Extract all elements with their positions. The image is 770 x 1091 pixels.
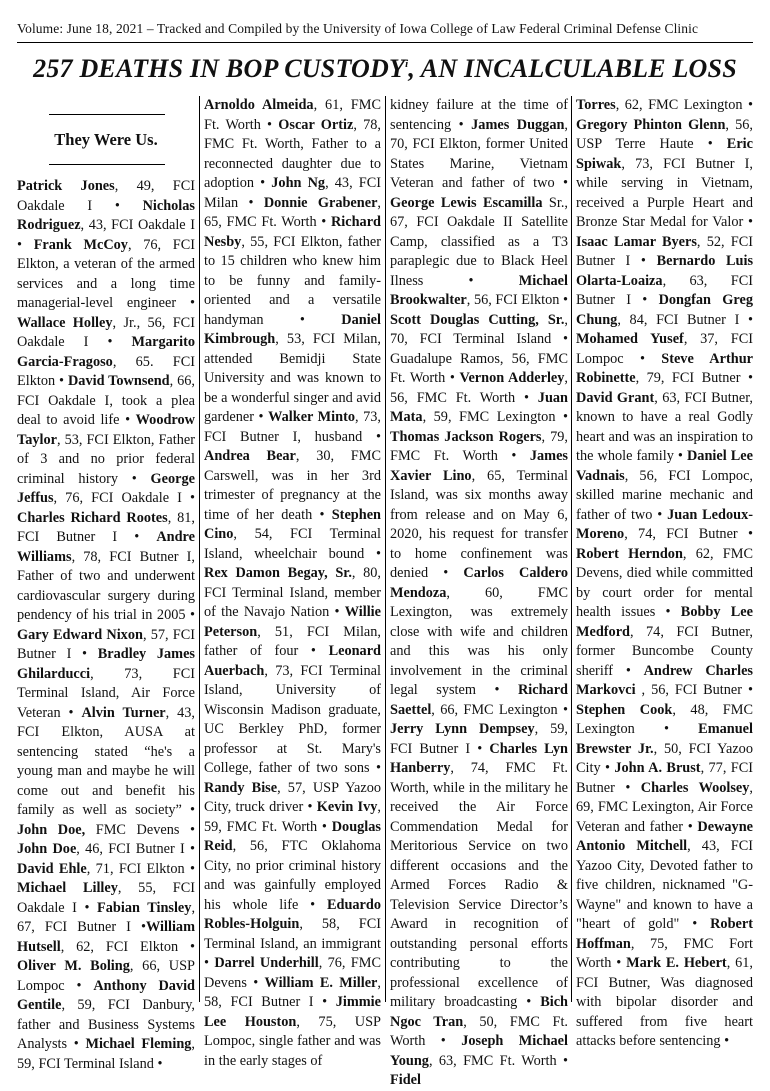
person-name: Charles Richard Rootes bbox=[17, 509, 168, 526]
person-name: David Townsend bbox=[67, 373, 170, 389]
person-details: , 57, FCI Butner I • bbox=[17, 626, 195, 662]
person-details: , 58, FCI Terminal Island, an immigrant • bbox=[204, 916, 381, 971]
person-name: Eric Spiwak bbox=[576, 136, 753, 172]
person-details: , 62, FMC Devens, died while committed by court order for mental health issues • bbox=[576, 545, 754, 620]
person-name: Jerry Lynn Dempsey bbox=[390, 721, 535, 737]
person-name: Richard Saettel bbox=[390, 682, 568, 718]
person-name: Fidel bbox=[390, 1072, 421, 1088]
person-name: Oliver M. Boling bbox=[17, 958, 130, 974]
person-name: Mark E. Hebert bbox=[626, 955, 727, 971]
person-name: Arnoldo Almeida bbox=[204, 97, 314, 113]
person-name: Charles Lyn Hanberry bbox=[390, 740, 568, 776]
person-name: Joseph Michael Young bbox=[390, 1033, 568, 1069]
person-name: Emanuel Brewster Jr. bbox=[576, 721, 753, 757]
person-name: Robert Hoffman bbox=[576, 916, 753, 952]
person-details: , 63, FMC Ft. Worth • bbox=[428, 1052, 568, 1069]
person-details: , 50, FMC Ft. Worth • bbox=[390, 1013, 568, 1049]
person-name: Willie Peterson bbox=[204, 604, 381, 640]
person-name: William E. Miller bbox=[264, 974, 378, 991]
person-details: , 76, FMC Devens • bbox=[204, 955, 381, 991]
person-name: Margarito Garcia-Fragoso bbox=[17, 334, 195, 370]
person-name: John A. Brust bbox=[614, 760, 701, 776]
person-details: FMC Devens • bbox=[85, 821, 195, 838]
subheading: They Were Us. bbox=[54, 130, 158, 149]
person-name: Leonard Auerbach bbox=[204, 643, 381, 679]
person-name: John Doe bbox=[17, 841, 77, 857]
person-name: Stephen Cino bbox=[204, 506, 381, 542]
person-name: Bobby Lee Medford bbox=[576, 604, 753, 640]
person-details: , 58, FCI Butner I • bbox=[204, 974, 381, 1010]
person-name: Kevin Ivy bbox=[316, 799, 378, 815]
person-details: , 75, FMC Fort Worth • bbox=[576, 935, 753, 971]
title-tail: , AN INCALCULABLE LOSS bbox=[408, 54, 737, 83]
person-name: Michael Brookwalter bbox=[390, 272, 568, 308]
person-details: , 74, FCI Butner • bbox=[624, 526, 753, 542]
person-details: Sr., 67, FCI Oakdale II Satellite Camp, classified as a T3 paraplegic due to Black Heel Ilness • bbox=[390, 194, 568, 289]
person-details: , 73, FCI Terminal Island, University of Wisconsin Madison graduate, UC Berkley PhD, former professor at St. Mary's College, father of two sons • bbox=[204, 662, 381, 776]
person-details: , 48, FMC Lexington • bbox=[576, 701, 754, 737]
person-details: , 43, FCI Elkton, AUSA at sentencing stated “he's a young man and maybe he will come out and benefit his family as well as society” • bbox=[17, 704, 195, 818]
person-details: , 56, USP Terre Haute • bbox=[576, 116, 753, 152]
person-name: Juan Ledoux-Moreno bbox=[576, 506, 753, 542]
memorial-column-3 bbox=[390, 96, 569, 1088]
person-details: , 65, FMC Ft. Worth • bbox=[204, 194, 381, 230]
person-name: Andrew Charles Markovci bbox=[576, 662, 753, 698]
person-details: , 75, USP Lompoc, single father and was in the early stages of bbox=[204, 1013, 381, 1069]
person-details: , Jr., 56, FCI Oakdale I • bbox=[17, 314, 195, 350]
person-details: , 56, FCI Elkton • bbox=[466, 292, 568, 308]
person-details: , 59, FCI Terminal Island • bbox=[17, 1036, 195, 1072]
volume-header: Volume: June 18, 2021 – Tracked and Compiled by the University of Iowa College of Law Federal Criminal Defense Clinic bbox=[17, 21, 699, 36]
person-name: Darrel Underhill bbox=[214, 955, 319, 971]
person-name: Stephen Cook bbox=[576, 701, 673, 718]
person-name: Thomas Jackson Rogers bbox=[390, 428, 542, 445]
header-rule bbox=[17, 42, 753, 43]
person-name: Douglas Reid bbox=[204, 818, 381, 854]
person-name: Bich Ngoc Tran bbox=[390, 994, 568, 1030]
person-name: John Ng bbox=[271, 175, 326, 191]
person-name: Bradley James Ghilarducci bbox=[17, 646, 196, 682]
person-name: Dewayne Antonio Mitchell bbox=[576, 818, 753, 854]
person-details: , 43, FCI Yazoo City, Devoted father to five children, nicknamed "G-Wayne" and known to have a "heart of gold" • bbox=[576, 838, 753, 932]
person-details: , 80, FCI Terminal Island, member of the Navajo Nation • bbox=[204, 565, 381, 620]
person-details: , 55, FCI Elkton, father to 15 children who knew him to be funny and family-oriented and a versatile handyman • bbox=[204, 233, 381, 328]
person-name: Patrick Jones bbox=[17, 178, 115, 194]
person-details: , 59, FMC Ft. Worth • bbox=[204, 799, 381, 835]
person-name: Vernon Adderley bbox=[459, 370, 565, 386]
person-details: , 56, FCI Lompoc, skilled marine mechanic and father of two • bbox=[576, 467, 753, 523]
person-name: Gary Edward Nixon bbox=[17, 626, 143, 643]
person-name: James Xavier Lino bbox=[390, 448, 568, 484]
person-name: Robert Herndon bbox=[576, 545, 683, 562]
person-name: Rex Damon Begay, Sr. bbox=[204, 565, 352, 581]
person-details: , 59, FCI Butner I • bbox=[390, 721, 568, 757]
person-name: Anthony David Gentile bbox=[17, 977, 195, 1013]
person-details: , 63, FCI Butner, known to have a real Godly heart and was an inspiration to the whole family • bbox=[576, 389, 753, 464]
title-main: 257 DEATHS IN BOP CUSTODY bbox=[33, 54, 406, 83]
person-details: , 56, FTC Oklahoma City, no prior criminal history and was gainfully employed his whole life • bbox=[204, 838, 381, 913]
person-details: , 66, FMC Lexington • bbox=[431, 701, 568, 718]
person-details: , 30, FMC Carswell, was in her 3rd trimester of pregnancy at the time of her death • bbox=[204, 448, 381, 523]
subheading-top-rule bbox=[49, 114, 165, 115]
person-details: , 84, FCI Butner I • bbox=[617, 311, 753, 328]
person-name: Alvin Turner bbox=[81, 704, 166, 721]
person-details: , 61, FMC Ft. Worth • bbox=[204, 97, 381, 133]
person-name: Charles Woolsey bbox=[640, 779, 750, 796]
person-details: , 66, USP Lompoc • bbox=[17, 958, 196, 994]
person-details: , 69, FMC Lexington, Air Force Veteran and father • bbox=[576, 779, 753, 835]
person-details: , 77, FCI Butner • bbox=[576, 760, 753, 796]
person-details: , 56, FMC Ft. Worth • bbox=[390, 370, 568, 406]
memorial-column-4 bbox=[576, 96, 754, 1049]
person-details: , 63, FCI Butner I • bbox=[576, 272, 753, 308]
subheading-bottom-rule bbox=[49, 164, 165, 165]
person-name: Isaac Lamar Byers bbox=[576, 233, 697, 250]
person-details: , 78, FMC Ft. Worth, Father to a reconnected daughter due to adoption • bbox=[204, 116, 381, 191]
person-name: Michael Lilley bbox=[17, 880, 118, 896]
person-details: , 59, FMC Lexington • bbox=[422, 409, 568, 425]
person-details: kidney failure at the time of sentencing • bbox=[390, 97, 568, 133]
person-details: , 70, FCI Terminal Island • Guadalupe Ramos, 56, FMC Ft. Worth • bbox=[390, 311, 568, 386]
person-details: , 60, FMC Lexington, was extremely close with wife and children and this was his only involvement in the criminal legal system • bbox=[390, 584, 568, 698]
person-name: Dongfan Greg Chung bbox=[576, 292, 753, 328]
person-details: , 53, FCI Milan, attended Bemidji State University and was known to be a wonderful singer and avid gardener • bbox=[204, 331, 381, 425]
person-details: , 65, Terminal Island, was six months away from release and on May 6, 2020, his request for transfer to home confinement was denied • bbox=[390, 467, 568, 581]
person-name: George Lewis Escamilla bbox=[390, 194, 543, 211]
person-name: Wallace Holley bbox=[17, 314, 113, 331]
person-details: , 78, FCI Butner I, Father of two and underwent cardiovascular surgery during pendency of his trial in 2005 • bbox=[17, 548, 195, 623]
person-details: , 55, FCI Oakdale I • bbox=[17, 880, 196, 916]
column-text bbox=[17, 177, 195, 1074]
person-details: , 62, FMC Lexington • bbox=[615, 97, 753, 113]
person-details: , 73, FCI Terminal Island, Air Force Veteran • bbox=[17, 665, 195, 721]
memorial-column-1 bbox=[17, 96, 196, 1072]
column-divider bbox=[571, 96, 572, 1002]
person-name: Michael Fleming bbox=[85, 1036, 192, 1052]
person-name: Andrea Bear bbox=[204, 448, 296, 464]
person-details: , 59, FCI Danbury, father and Business Systems Analysts • bbox=[17, 997, 195, 1052]
column-text bbox=[576, 96, 753, 1052]
person-details: , 53, FCI Elkton, Father of 3 and no prior federal criminal history • bbox=[17, 431, 195, 487]
person-details: , 54, FCI Terminal Island, wheelchair bound • bbox=[204, 526, 381, 562]
title-footnote-mark: i bbox=[405, 58, 409, 70]
memorial-column-2 bbox=[204, 96, 382, 1069]
column-text bbox=[204, 96, 381, 1071]
person-name: Mohamed Yusef bbox=[576, 331, 684, 347]
person-name: Woodrow Taylor bbox=[17, 412, 195, 448]
person-details: , 43, FCI Milan • bbox=[204, 175, 382, 211]
person-name: Bernardo Luis Olarta-Loaiza bbox=[576, 253, 754, 289]
person-details: , 43, FCI Oakdale I • bbox=[17, 217, 195, 253]
page-title bbox=[0, 54, 770, 84]
person-details: , 37, FCI Lompoc • bbox=[576, 331, 753, 367]
person-name: Donnie Grabener bbox=[263, 194, 378, 211]
person-details: , 67, FCI Butner I • bbox=[17, 899, 196, 935]
column-text bbox=[390, 96, 568, 1091]
person-details: , 71, FCI Elkton • bbox=[86, 860, 195, 877]
person-name: Eduardo Robles-Holguin bbox=[204, 896, 381, 932]
person-name: Scott Douglas Cutting, Sr. bbox=[390, 311, 565, 328]
person-name: Daniel Lee Vadnais bbox=[576, 448, 753, 484]
person-name: Richard Nesby bbox=[204, 214, 381, 250]
person-details: , 74, FCI Butner, former Buncombe County sheriff • bbox=[576, 623, 753, 679]
column-divider bbox=[385, 96, 386, 1002]
person-name: Walker Minto bbox=[268, 409, 355, 425]
person-name: Randy Bise bbox=[204, 779, 278, 796]
person-name: Carlos Caldero Mendoza bbox=[390, 565, 569, 601]
person-details: , 57, USP Yazoo City, truck driver • bbox=[204, 779, 381, 815]
person-details: , 51, FCI Milan, father of four • bbox=[204, 623, 381, 659]
person-name: Frank McCoy bbox=[33, 236, 128, 253]
person-name: Daniel Kimbrough bbox=[204, 311, 381, 347]
person-details: , 65. FCI Elkton • bbox=[17, 353, 195, 389]
person-name: John Doe, bbox=[17, 821, 86, 838]
person-name: Fabian Tinsley bbox=[97, 899, 192, 916]
person-details: , 46, FCI Butner I • bbox=[76, 841, 196, 857]
person-name: James Duggan bbox=[471, 116, 565, 133]
person-details: , 61, FCI Butner, Was diagnosed with bipolar disorder and suffered from five heart attacks before sentencing • bbox=[576, 955, 753, 1049]
person-name: Oscar Ortiz bbox=[278, 116, 354, 133]
person-details: , 62, FCI Elkton • bbox=[60, 938, 195, 955]
person-details: , 56, FCI Butner • bbox=[635, 682, 753, 698]
person-name: Nicholas Rodriguez bbox=[17, 197, 195, 233]
person-details: , 49, FCI Oakdale I • bbox=[17, 178, 195, 214]
person-details: , 76, FCI Oakdale I • bbox=[53, 490, 195, 506]
person-details: , 81, FCI Butner I • bbox=[17, 509, 195, 545]
column-divider bbox=[199, 96, 200, 1002]
person-details: , 73, FCI Butner I, husband • bbox=[204, 409, 381, 445]
person-details: , 73, FCI Butner I, while serving in Vietnam, received a Purple Heart and Bronze Star Medal for Valor • bbox=[576, 155, 753, 230]
person-name: Juan Mata bbox=[390, 389, 568, 425]
person-details: , 79, FCI Butner • bbox=[635, 370, 753, 386]
person-details: , 70, FCI Elkton, former United States Marine, Vietnam Veteran and father of two • bbox=[390, 116, 568, 191]
person-details: , 74, FMC Ft. Worth, while in the military he received the Air Force Commendation Medal for Meritorious Service on two different occasions and the Armed Forces Radio & Television Service Director’s Award in recognition of outstanding personal efforts contributing to the professional excellence of military broadcasting • bbox=[390, 760, 568, 1010]
person-name: Gregory Phinton Glenn bbox=[576, 116, 726, 133]
person-name: Torres bbox=[576, 97, 616, 113]
person-name: David Ehle bbox=[17, 860, 87, 877]
person-name: Steve Arthur Robinette bbox=[576, 350, 753, 386]
person-details: , 76, FCI Elkton, a veteran of the armed services and a long time managerial-level engineer • bbox=[17, 236, 195, 311]
person-name: David Grant bbox=[576, 389, 655, 406]
person-details: , 66, FCI Oakdale I, took a plea deal to avoid life • bbox=[17, 373, 195, 428]
person-details: , 50, FCI Yazoo City • bbox=[576, 740, 753, 776]
person-details: , 79, FMC Ft. Worth • bbox=[390, 428, 568, 464]
person-name: William Hutsell bbox=[17, 919, 195, 955]
person-details: , 52, FCI Butner I • bbox=[576, 233, 753, 269]
person-name: Andre Williams bbox=[17, 529, 195, 565]
person-name: George Jeffus bbox=[17, 470, 195, 506]
person-name: Jimmie Lee Houston bbox=[204, 994, 381, 1030]
